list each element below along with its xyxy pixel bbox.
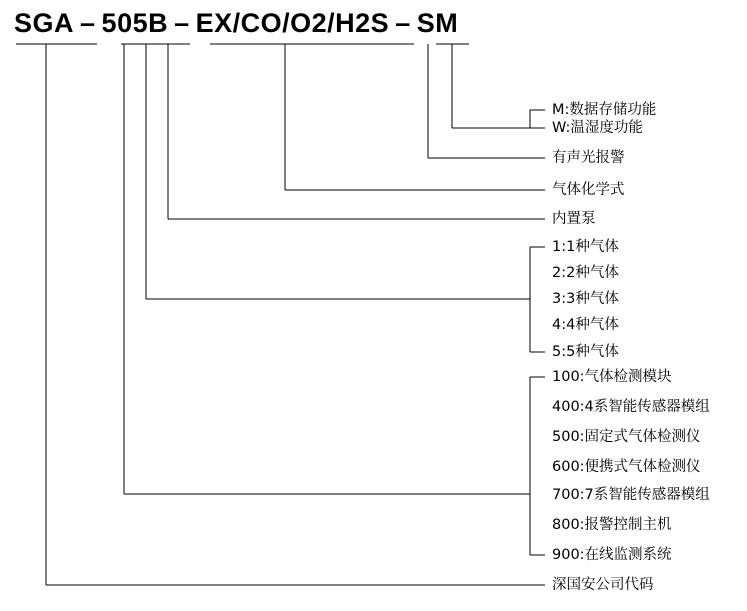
annotation-series-500: 500:固定式气体检测仪 bbox=[552, 429, 701, 445]
annotation-gas-count-1: 1:1种气体 bbox=[552, 239, 619, 255]
annotation-series-900: 900:在线监测系统 bbox=[552, 547, 672, 563]
annotation-series-100: 100:气体检测模块 bbox=[552, 369, 672, 385]
annotation-suffix-m: M:数据存储功能 bbox=[552, 102, 657, 118]
annotation-series-400: 400:4系智能传感器模组 bbox=[552, 399, 710, 415]
annotation-gas-count-5: 5:5种气体 bbox=[552, 344, 619, 360]
code-separator-3: – bbox=[395, 8, 411, 38]
code-segment-suffix: SM bbox=[416, 8, 459, 38]
annotation-gas-count-3: 3:3种气体 bbox=[552, 291, 619, 307]
annotation-suffix-w: W:温湿度功能 bbox=[552, 120, 643, 136]
code-separator-1: – bbox=[80, 8, 96, 38]
annotation-company-code: 深国安公司代码 bbox=[552, 577, 654, 593]
annotation-series-600: 600:便携式气体检测仪 bbox=[552, 459, 701, 475]
annotation-series-800: 800:报警控制主机 bbox=[552, 517, 672, 533]
annotation-pump: 内置泵 bbox=[552, 211, 596, 227]
code-segment-gases: EX/CO/O2/H2S bbox=[195, 8, 390, 38]
annotation-gas-count-2: 2:2种气体 bbox=[552, 265, 619, 281]
annotation-alarm: 有声光报警 bbox=[552, 150, 625, 166]
annotation-gas-type: 气体化学式 bbox=[552, 182, 625, 198]
code-segment-series: 505B bbox=[101, 8, 169, 38]
annotation-gas-count-4: 4:4种气体 bbox=[552, 317, 619, 333]
annotation-series-700: 700:7系智能传感器模组 bbox=[552, 487, 710, 503]
code-separator-2: – bbox=[174, 8, 190, 38]
code-segment-brand: SGA bbox=[14, 8, 75, 38]
